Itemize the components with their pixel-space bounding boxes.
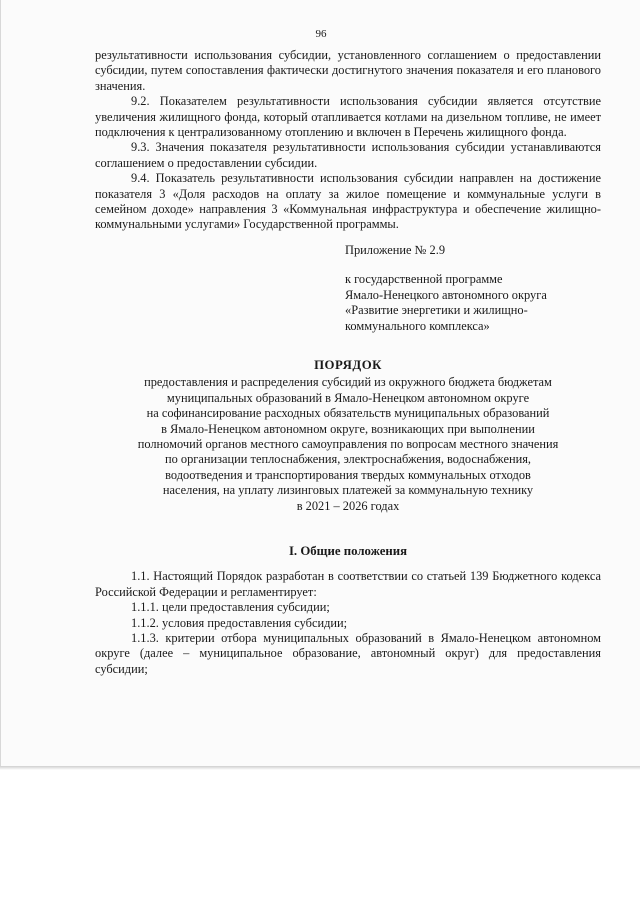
section-item: 1.1.2. условия предоставления субсидии; (131, 615, 348, 630)
section-item: 1.1.3. критерии отбора муниципальных образований в Ямало-Ненецком автономном округе (далее – муниципальное образование, автономный округ) для предоставления субсидии; (95, 631, 601, 676)
annex-block (345, 243, 601, 334)
order-subtitle-line: на софинансирование расходных обязательств муниципальных образований (146, 406, 550, 421)
paragraph-9-2: 9.2. Показателем результативности использования субсидии является отсутствие увеличения жилищного фонда, который отапливается котлами на дизельном топливе, не имеет подключения к централизованному отоплению и включен в Перечень жилищного фонда. (95, 94, 601, 140)
order-title: ПОРЯДОК (314, 357, 382, 372)
paragraph-9-3: 9.3. Значения показателя результативности использования субсидии устанавливаются соглашением о предоставлении субсидии. (95, 140, 601, 170)
order-subtitle-line: в 2021 – 2026 годах (296, 498, 400, 513)
order-subtitle-line: по организации теплоснабжения, электроснабжения, водоснабжения, (164, 452, 532, 467)
order-subtitle-line: населения, на уплату лизинговых платежей за коммунальную технику (162, 483, 534, 498)
annex-line: Ямало-Ненецкого автономного округа (345, 287, 547, 302)
section-item: 1.1. Настоящий Порядок разработан в соответствии со статьей 139 Бюджетного кодекса Российской Федерации и регламентирует: (95, 569, 601, 599)
order-subtitle-line: полномочий органов местного самоуправления по вопросам местного значения (137, 436, 559, 451)
paragraph-9-4: 9.4. Показатель результативности использования субсидии направлен на достижение показателя 3 «Доля расходов на оплату за жилое помещение и коммунальные услуги в семейном доходе» направления 3 «Коммунальная инфраструктура и обеспечение жилищно-коммунальными услугами» Государственной программы. (95, 171, 601, 232)
section-item: 1.1.1. цели предоставления субсидии; (131, 600, 330, 615)
order-subtitle-line: предоставления и распределения субсидий из окружного бюджета бюджетам (144, 375, 552, 390)
order-subtitle-line: водоотведения и транспортирования твердых коммунальных отходов (165, 467, 531, 482)
order-subtitle-line: в Ямало-Ненецком автономном округе, возникающих при выполнении (161, 421, 535, 436)
page-content (95, 48, 601, 677)
section-title: I. Общие положения (288, 543, 408, 558)
order-subtitle (95, 375, 601, 514)
order-subtitle-line: муниципальных образований в Ямало-Ненецком автономном округе (166, 390, 530, 405)
annex-title: Приложение № 2.9 (345, 242, 446, 257)
page-number: 96 (315, 28, 327, 40)
annex-line: коммунального комплекса» (345, 318, 490, 333)
paragraph-continuation: результативности использования субсидии, установленного соглашением о предоставлении субсидии, путем сопоставления фактически достигнутого значения показателя и его планового значения. (95, 48, 601, 93)
annex-line: «Развитие энергетики и жилищно- (345, 303, 528, 318)
annex-line: к государственной программе (345, 272, 503, 287)
page-edge-shadow (0, 766, 640, 770)
